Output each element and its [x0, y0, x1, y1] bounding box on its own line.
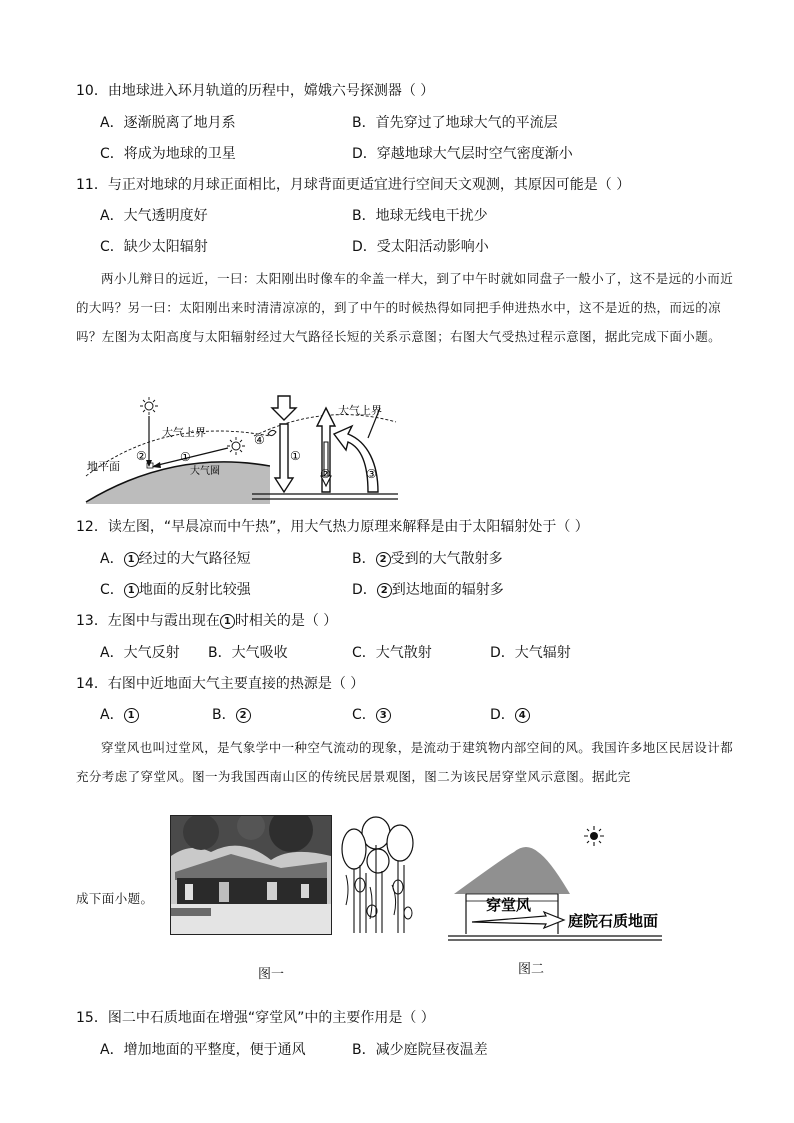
sun-icon-top [140, 397, 158, 415]
q11-option-a: A．大气透明度好 [100, 208, 208, 224]
q12-c-letter: C． [100, 582, 124, 598]
q14-b-letter: B． [212, 707, 236, 723]
fig2-upper-boundary-label: 大气上界 [338, 404, 382, 417]
q13-stem-end: 时相关的是（ ） [234, 613, 338, 629]
q14-d-letter: D． [490, 707, 515, 723]
q13-option-b: B．大气吸收 [208, 645, 288, 661]
q13-option-d: D．大气辐射 [490, 645, 571, 661]
q12-b-letter: B． [352, 551, 376, 567]
q12-d-circled-number: 2 [377, 583, 392, 598]
q12-option-a [100, 549, 251, 569]
q12-d-letter: D． [352, 582, 377, 598]
sun-icon [584, 826, 604, 846]
figure-trees-illustration [336, 815, 420, 937]
q12-b-circled-number: 2 [376, 552, 391, 567]
question-14-stem: 14．右图中近地面大气主要直接的热源是（ ） [76, 676, 365, 692]
q12-option-d [352, 580, 504, 600]
fig2-number-3: ③ [366, 467, 377, 481]
q14-option-b [212, 705, 251, 725]
q15-option-b: B．减少庭院昼夜温差 [352, 1042, 488, 1058]
q13-option-a: A．大气反射 [100, 645, 180, 661]
q12-c-text: 地面的反射比较强 [138, 582, 251, 598]
q11-option-d: D．受太阳活动影响小 [352, 239, 489, 255]
courtyard-stone-ground-label: 庭院石质地面 [568, 912, 659, 930]
q12-a-circled-number: 1 [124, 552, 139, 567]
fig1-ground-label: 地平面 [87, 460, 120, 473]
figure-atmosphere-heating-diagram [250, 394, 400, 504]
q12-a-text: 经过的大气路径短 [138, 551, 251, 567]
figure-2-caption: 图二 [518, 962, 545, 977]
passage-through-wind-end: 成下面小题。 [76, 891, 154, 906]
q13-stem-start: 13．左图中与霞出现在 [76, 613, 220, 629]
q11-option-b: B．地球无线电干扰少 [352, 208, 488, 224]
q13-option-c: C．大气散射 [352, 645, 432, 661]
q14-option-c [352, 705, 391, 725]
q12-option-c [100, 580, 251, 600]
q14-a-letter: A． [100, 707, 124, 723]
q14-b-circled-number: 2 [236, 708, 251, 723]
q11-option-c: C．缺少太阳辐射 [100, 239, 208, 255]
fig2-number-4: ④ [254, 433, 265, 447]
fig1-atmosphere-label: 大气圈 [190, 466, 220, 477]
q14-d-circled-number: 4 [515, 708, 530, 723]
q12-a-letter: A． [100, 551, 124, 567]
q12-c-circled-number: 1 [124, 583, 139, 598]
q14-c-circled-number: 3 [376, 708, 391, 723]
q14-option-d [490, 705, 530, 725]
q10-option-a: A．逐渐脱离了地月系 [100, 115, 236, 131]
q10-option-d: D．穿越地球大气层时空气密度渐小 [352, 146, 573, 162]
through-wind-label: 穿堂风 [486, 896, 532, 914]
fig1-number-1: ① [180, 450, 191, 464]
q14-option-a [100, 705, 139, 725]
figure-sun-path-diagram [84, 394, 270, 504]
q14-a-circled-number: 1 [124, 708, 139, 723]
question-10-stem: 10．由地球进入环月轨道的历程中，嫦娥六号探测器（ ） [76, 83, 435, 99]
question-15-stem: 15．图二中石质地面在增强“穿堂风”中的主要作用是（ ） [76, 1010, 435, 1026]
q10-option-b: B．首先穿过了地球大气的平流层 [352, 115, 558, 131]
fig1-number-2: ② [136, 449, 147, 463]
q10-option-c: C．将成为地球的卫星 [100, 146, 236, 162]
q12-d-text: 到达地面的辐射多 [391, 582, 504, 598]
figure-traditional-dwelling-photo [170, 815, 332, 935]
fig1-upper-boundary-label: 大气上界 [162, 426, 206, 439]
figure-1-caption: 图一 [258, 967, 285, 982]
passage-sun-debate: 两小儿辩日的远近，一曰：太阳刚出时像车的伞盖一样大，到了中午时就如同盘子一般小了，这不是远的小而近的大吗？另一曰：太阳刚出来时清清凉凉的，到了中午的时候热得如同把手伸进热水中，这不是近的热，而远的凉吗？左图为太阳高度与太阳辐射经过大气路径长短的关系示意图；右图大气受热过程示意图，据此完成下面小题。 [76, 271, 734, 344]
q14-c-letter: C． [352, 707, 376, 723]
figure-through-wind-diagram [446, 822, 676, 946]
q15-option-a: A．增加地面的平整度，便于通风 [100, 1042, 306, 1058]
question-12-stem: 12．读左图，“早晨凉而中午热”，用大气热力原理来解释是由于太阳辐射处于（ ） [76, 519, 589, 535]
q12-b-text: 受到的大气散射多 [390, 551, 503, 567]
sun-icon-right [227, 437, 245, 455]
question-13-stem [76, 611, 337, 631]
q12-option-b [352, 549, 503, 569]
fig2-number-1: ① [290, 449, 301, 463]
fig2-number-2: ② [320, 467, 331, 481]
passage-through-wind: 穿堂风也叫过堂风，是气象学中一种空气流动的现象，是流动于建筑物内部空间的风。我国许多地区民居设计都充分考虑了穿堂风。图一为我国西南山区的传统民居景观图，图二为该民居穿堂风示意图。据此完 [76, 740, 734, 784]
q13-circled-number: 1 [220, 614, 235, 629]
question-11-stem: 11．与正对地球的月球正面相比，月球背面更适宜进行空间天文观测，其原因可能是（ ） [76, 177, 631, 193]
